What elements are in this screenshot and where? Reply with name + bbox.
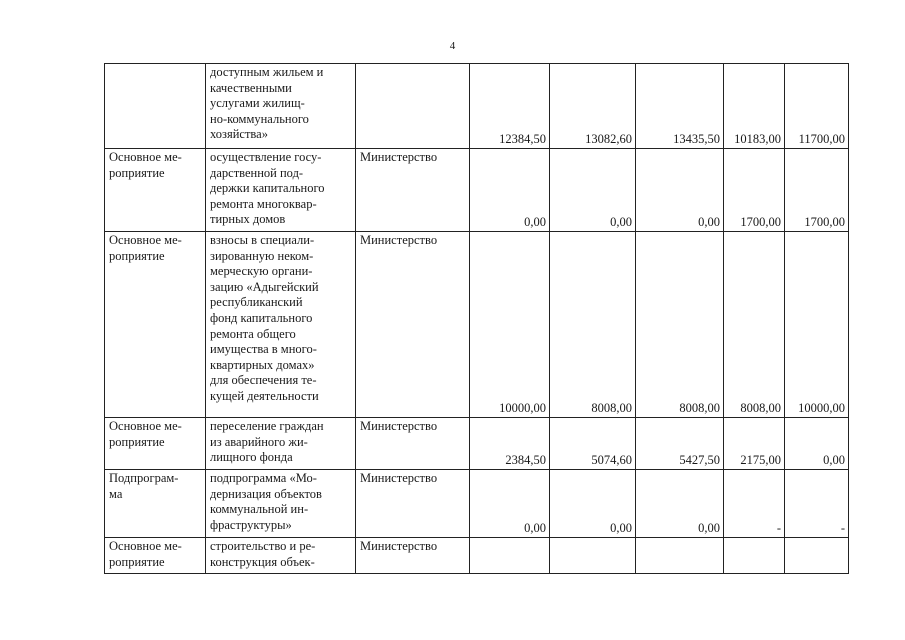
- value-cell-3: 13435,50: [636, 64, 724, 149]
- value-cell-5: -: [785, 470, 849, 538]
- value-cell-4: 10183,00: [724, 64, 785, 149]
- row-executor-cell: Министерство: [356, 470, 470, 538]
- table-row: [105, 538, 849, 574]
- value-cell-5: 1700,00: [785, 149, 849, 232]
- value-cell-4: [724, 538, 785, 574]
- value-cell-2: [550, 538, 636, 574]
- value-cell-2: 5074,60: [550, 418, 636, 470]
- row-name-cell: подпрограмма «Мо- дернизация объектов коммунальной ин- фраструктуры»: [206, 470, 356, 538]
- value-cell-3: 8008,00: [636, 232, 724, 418]
- value-cell-1: [470, 538, 550, 574]
- table-row: [105, 418, 849, 470]
- value-cell-3: [636, 538, 724, 574]
- row-type-cell: Основное ме- роприятие: [105, 418, 206, 470]
- value-cell-3: 0,00: [636, 470, 724, 538]
- row-name-cell: доступным жильем и качественными услугами жилищ- но-коммунального хозяйства»: [206, 64, 356, 149]
- value-cell-3: 5427,50: [636, 418, 724, 470]
- row-executor-cell: Министерство: [356, 538, 470, 574]
- row-name-cell: осуществление госу- дарственной под- держки капитального ремонта многоквар- тирных домов: [206, 149, 356, 232]
- value-cell-1: 0,00: [470, 470, 550, 538]
- value-cell-1: 0,00: [470, 149, 550, 232]
- row-name-cell: строительство и ре- конструкция объек-: [206, 538, 356, 574]
- value-cell-2: 13082,60: [550, 64, 636, 149]
- value-cell-5: [785, 538, 849, 574]
- row-type-cell: Основное ме- роприятие: [105, 149, 206, 232]
- table-row: [105, 64, 849, 149]
- value-cell-1: 10000,00: [470, 232, 550, 418]
- value-cell-1: 12384,50: [470, 64, 550, 149]
- row-type-cell: Основное ме- роприятие: [105, 538, 206, 574]
- table-row: [105, 470, 849, 538]
- row-name-cell: переселение граждан из аварийного жи- лищного фонда: [206, 418, 356, 470]
- value-cell-5: 11700,00: [785, 64, 849, 149]
- value-cell-2: 0,00: [550, 470, 636, 538]
- value-cell-5: 0,00: [785, 418, 849, 470]
- table-row: [105, 232, 849, 418]
- row-executor-cell: Министерство: [356, 418, 470, 470]
- row-executor-cell: [356, 64, 470, 149]
- value-cell-3: 0,00: [636, 149, 724, 232]
- budget-table: [104, 63, 849, 574]
- row-type-cell: Подпрограм- ма: [105, 470, 206, 538]
- page-number: 4: [449, 40, 456, 52]
- value-cell-4: 8008,00: [724, 232, 785, 418]
- value-cell-2: 0,00: [550, 149, 636, 232]
- row-type-cell: [105, 64, 206, 149]
- value-cell-1: 2384,50: [470, 418, 550, 470]
- value-cell-5: 10000,00: [785, 232, 849, 418]
- value-cell-4: 2175,00: [724, 418, 785, 470]
- value-cell-4: 1700,00: [724, 149, 785, 232]
- row-executor-cell: Министерство: [356, 232, 470, 418]
- value-cell-2: 8008,00: [550, 232, 636, 418]
- row-type-cell: Основное ме- роприятие: [105, 232, 206, 418]
- row-executor-cell: Министерство: [356, 149, 470, 232]
- value-cell-4: -: [724, 470, 785, 538]
- table-row: [105, 149, 849, 232]
- row-name-cell: взносы в специали- зированную неком- мерческую органи- зацию «Адыгейский республиканский фонд капитального ремонта общего имущества в много- квартирных домах» для обеспечения те- кущей деятельности: [206, 232, 356, 418]
